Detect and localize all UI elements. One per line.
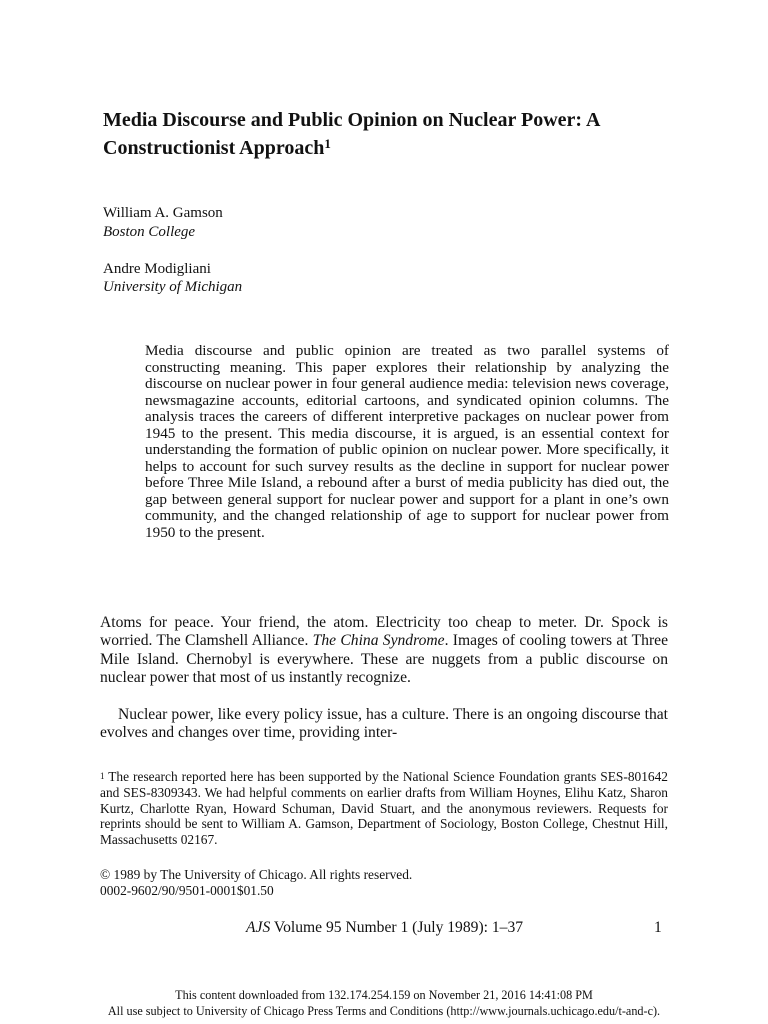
abstract: Media discourse and public opinion are treated as two parallel systems of constructing meaning. This paper explores their relationship by analyzing the discourse on nuclear power in four general audience media: television news coverage, newsmagazine accounts, editorial cartoons, and syndicated opinion columns. The analysis traces the careers of different interpretive packages on nuclear power from 1945 to the present. This media discourse, it is argued, is an essential context for understanding the formation of public opinion on nuclear power. More specifically, it helps to account for such survey results as the decline in support for nuclear power before Three Mile Island, a rebound after a burst of media publicity has died out, the gap between general support for nuclear power and support for a plant in one’s own community, and the changed relationship of age to support for nuclear power from 1950 to the present. [145, 342, 669, 542]
author-affiliation: University of Michigan [103, 279, 243, 295]
download-notice: This content downloaded from 132.174.254.159 on November 21, 2016 14:41:08 PM [175, 988, 593, 1002]
article-title [103, 106, 623, 162]
footnote [100, 769, 668, 848]
page-number: 1 [654, 919, 662, 936]
body-text-run: Atoms for peace. Your friend, the atom. Electricity too cheap to meter. Dr. Spock is worried. The Clamshell Alliance. [100, 614, 668, 650]
journal-abbrev: AJS [246, 919, 271, 936]
journal-volume: Volume 95 Number 1 (July 1989): 1–37 [270, 919, 524, 936]
author-name: Andre Modigliani [103, 261, 211, 277]
journal-citation [246, 918, 666, 938]
terms-notice: All use subject to University of Chicago Press Terms and Conditions (http://www.journals.uchicago.edu/t-and-c). [107, 1004, 661, 1018]
title-footnote-mark: 1 [324, 136, 331, 151]
film-title: The China Syndrome [312, 632, 445, 650]
copyright-notice: © 1989 by The University of Chicago. All rights reserved. [100, 867, 413, 882]
footnote-text: The research reported here has been supported by the National Science Foundation grants SES-801642 and SES-8309343. We had helpful comments on earlier drafts from William Hoynes, Elihu Katz, Sharon Kurtz, Charlotte Ryan, Howard Schuman, David Stuart, and the anonymous reviewers. Requests for reprints should be sent to William A. Gamson, Department of Sociology, Boston College, Chestnut Hill, Massachusetts 02167. [100, 769, 668, 848]
body-paragraph [100, 614, 668, 688]
article-title-text: Media Discourse and Public Opinion on Nuclear Power: A Constructionist Approach [103, 109, 600, 159]
footnote-mark: 1 [100, 771, 105, 781]
issn-code: 0002-9602/90/9501-0001$01.50 [100, 883, 274, 898]
author-affiliation: Boston College [103, 224, 196, 240]
body-paragraph: Nuclear power, like every policy issue, has a culture. There is an ongoing discourse that evolves and changes over time, providing inter- [100, 706, 668, 742]
author-name: William A. Gamson [103, 205, 223, 221]
body-text-run: . Images of cooling towers at Three Mile Island. Chernobyl is everywhere. These are nuggets from a public discourse on nuclear power that most of us instantly recognize. [100, 632, 668, 687]
